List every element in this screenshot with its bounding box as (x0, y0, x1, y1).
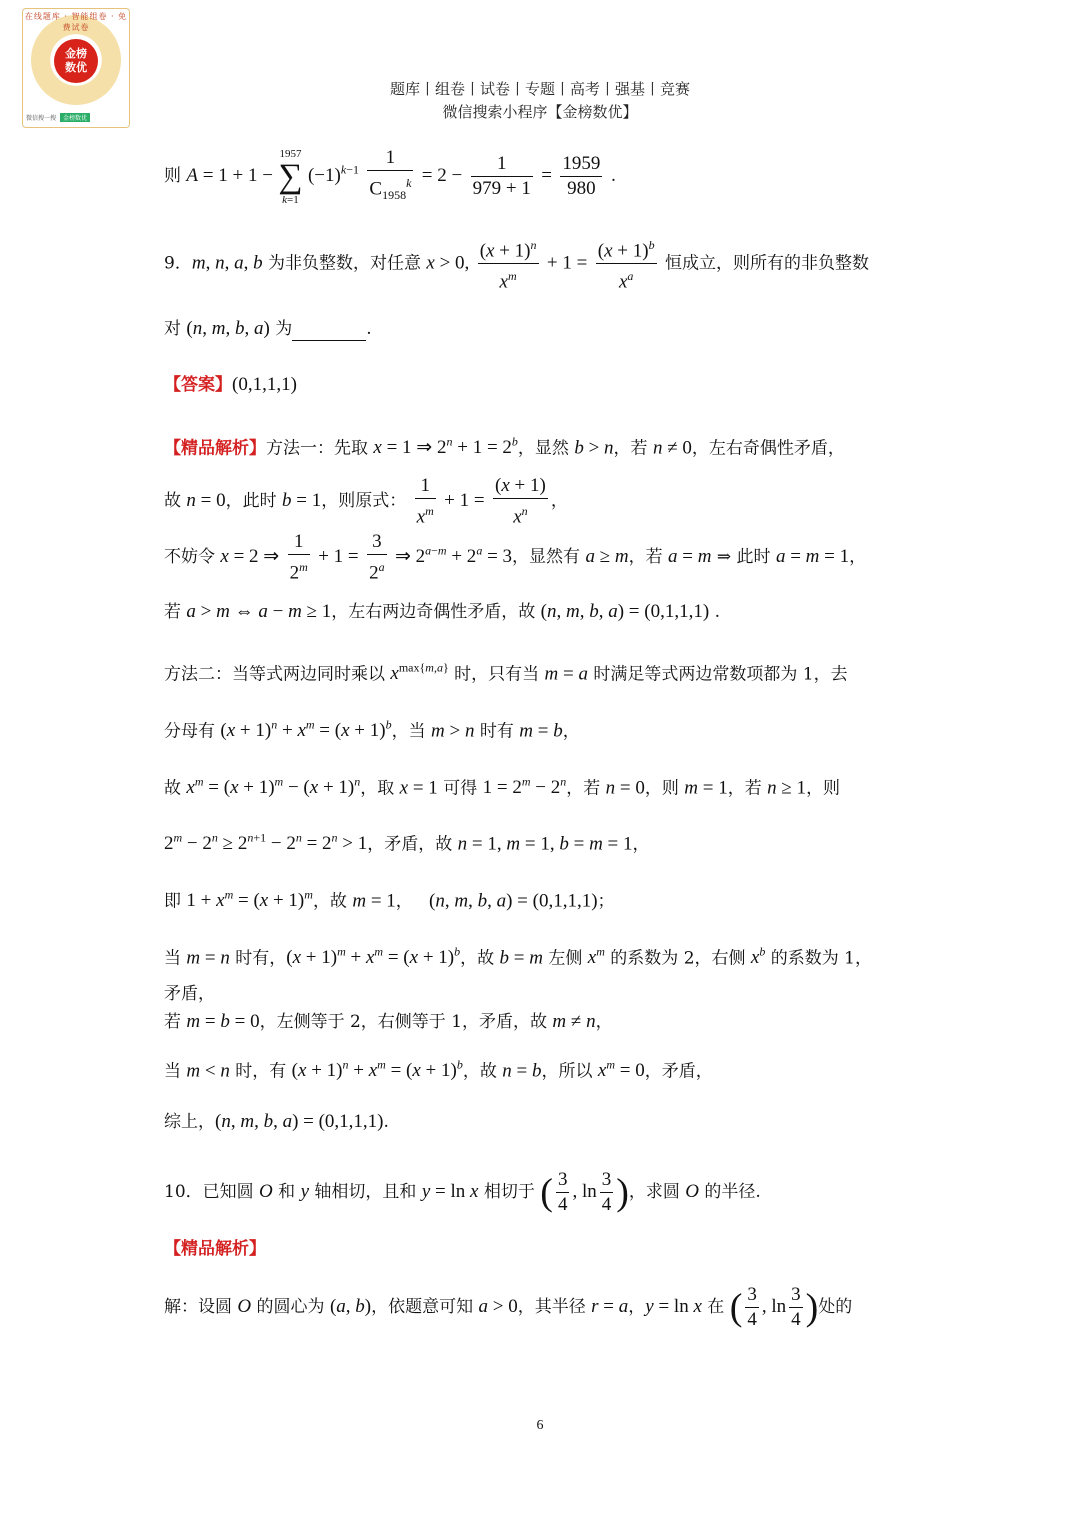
answer-blank (292, 322, 366, 341)
method-2-line-9: 当 m < n 时，有 $(x + 1)^n + x^m = (x + 1)^b$，故 n = b，所以 $x^m = 0$，矛盾， (164, 1058, 713, 1082)
method-2-line-10: 综上，(n, m, b, a) = (0,1,1,1). (164, 1111, 389, 1132)
logo-bar: 微信搜一搜 金榜数优 (26, 113, 126, 123)
sigma-sum: 1957 ∑ k=1 (278, 147, 303, 206)
page-number: 6 (536, 1418, 544, 1433)
method-2-line-7: 矛盾， (164, 984, 215, 1004)
header-subtitle: 微信搜索小程序【金榜数优】 (442, 103, 638, 121)
method-2-line-8: 若 m = b = 0，左侧等于 2，右侧等于 1，矛盾，故 m ≠ n， (164, 1011, 613, 1032)
header-nav: 题库丨组卷丨试卷丨专题丨高考丨强基丨竞赛 (389, 80, 690, 98)
method-2-line-4: $2^m - 2^n \ge 2^{n+1} - 2^n = 2^n > 1$，矛盾，故 n = 1, m = 1, b = m = 1， (164, 831, 650, 855)
analysis-line-3: 不妨令 x = 2 ⇒ $\frac{1}{2^m}$ + 1 = $\frac{3}{2^a}$ ⇒ $2^{a-m} + 2^a = 3$，显然有 a ≥ m，若 a = m ⇒ 此时 a = m = 1， (164, 531, 867, 584)
problem-9: 9．m, n, a, b 为非负整数，对任意 x > 0, $\frac{(x + 1)^n}{x^m}$ + 1 = $\frac{(x + 1)^b}{x^a}$ 恒成立，则所有的非负整数 (164, 233, 869, 295)
logo-ring-text: 在线题库 · 智能组卷 · 免费试卷 (24, 12, 128, 32)
analysis-line-2: 故 n = 0，此时 b = 1，则原式： $\frac{1}{x^m}$ + 1 = $\frac{(x + 1)}{x^n}$ ， (164, 475, 568, 528)
problem-9-cont: 对 (n, m, b, a) 为 . (164, 318, 372, 339)
analysis-10: 【精品解析】 (164, 1239, 266, 1259)
line-a-formula: 则 A = 1 + 1 − 1957 ∑ k=1 $(-1)^{k-1}$ $\frac{1}{C_{1958}^k}$ = 2 − $\frac{1}{979 + 1}$ = $\frac{1959}{980}$ . (164, 147, 617, 206)
answer-line: 【答案】(0,1,1,1) (164, 374, 297, 395)
problem-10: 10．已知圆 O 和 y 轴相切，且和 y = ln x 相切于 ( $\frac{3}{4}$ , ln $\frac{3}{4}$ )，求圆 O 的半径. (164, 1169, 761, 1215)
analysis-line-4: 若 a > m ⇔ a − m ≥ 1，左右两边奇偶性矛盾，故 (n, m, b, a) = (0,1,1,1) . (164, 601, 720, 622)
method-2-line-2: 分母有 $(x + 1)^n + x^m = (x + 1)^b$，当 m > n 时有 m = b， (164, 718, 580, 742)
solution-10-line-1: 解：设圆 O 的圆心为 (a, b)，依题意可知 a > 0，其半径 r = a，y = ln x 在 ( $\frac{3}{4}$ , ln $\frac{3}{4}$ )处的 (164, 1284, 853, 1330)
analysis-line-1: 【精品解析】方法一：先取 x = 1 ⇒ $2^n + 1 = 2^b$，显然 b > n，若 n ≠ 0，左右奇偶性矛盾， (164, 435, 845, 459)
logo-core: 金榜 数优 (54, 39, 98, 83)
method-2-line-5: 即 $1 + x^m = (x + 1)^m$，故 m = 1， (n, m, b, a) = (0,1,1,1)； (164, 888, 615, 912)
method-2-line-6: 当 m = n 时有，$(x + 1)^m + x^m = (x + 1)^b$，故 b = m 左侧 $x^m$ 的系数为 2，右侧 $x^b$ 的系数为 1， (164, 945, 872, 969)
page-header (0, 78, 1080, 124)
method-2-line-1: 方法二：当等式两边同时乘以 $x^{max\{m,a\}}$ 时，只有当 m = a 时满足等式两边常数项都为 1，去 (164, 661, 848, 685)
method-2-line-3: 故 $x^m = (x + 1)^m - (x + 1)^n$，取 x = 1 可得 $1 = 2^m - 2^n$，若 n = 0，则 m = 1，若 n ≥ 1，则 (164, 775, 841, 799)
